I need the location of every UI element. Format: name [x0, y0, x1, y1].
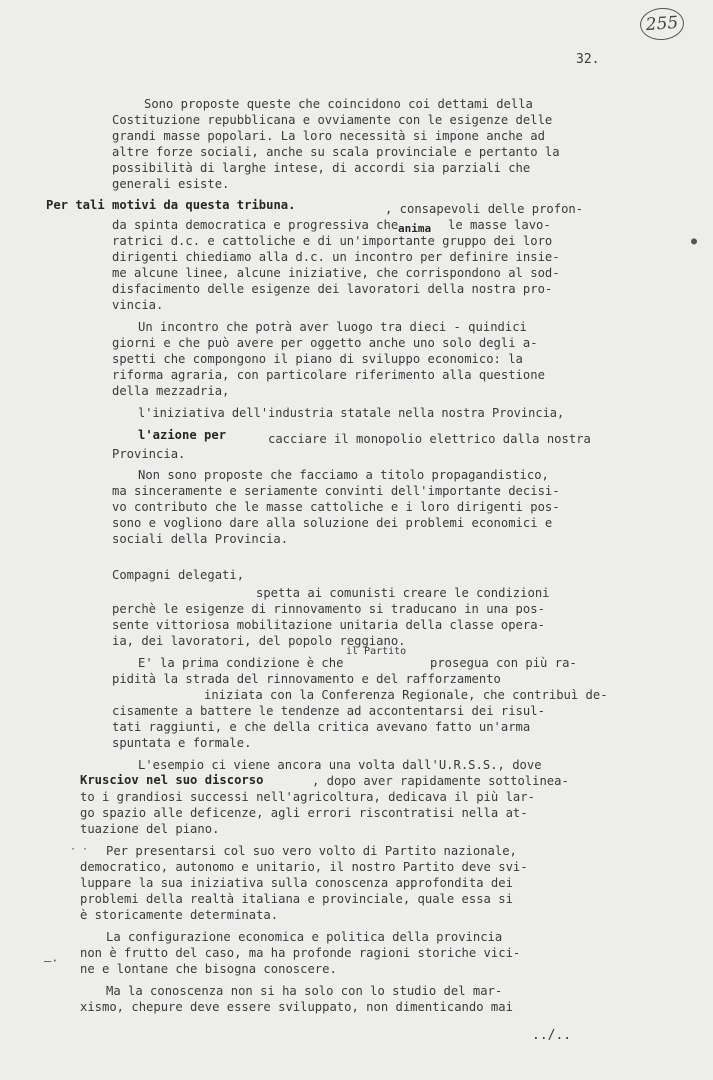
text-line: tati raggiunti, e che della critica avevano fatto un'arma [112, 720, 531, 734]
text-line: disfacimento delle esigenze dei lavoratori della nostra pro- [112, 282, 553, 296]
text-line: problemi della realtà italiana e provinciale, quale essa si [80, 892, 513, 906]
continuation-mark: ../.. [532, 1028, 572, 1043]
text-line: spetti che compongono il piano di sviluppo economico: la [112, 352, 523, 366]
text-line: ne e lontane che bisogna conoscere. [80, 962, 337, 976]
text-line: Un incontro che potrà aver luogo tra dieci - quindici [138, 320, 527, 334]
inserted-word: il Partito [346, 646, 407, 657]
inserted-lead: Krusciov nel suo discorso [80, 773, 264, 787]
text-line: giorni e che può avere per oggetto anche uno solo degli a- [112, 336, 538, 350]
text-line: Per presentarsi col suo vero volto di Partito nazionale, [106, 844, 517, 858]
text-line: Non sono proposte che facciamo a titolo propagandistico, [138, 468, 549, 482]
text-line: sociali della Provincia. [112, 532, 289, 546]
text-line: vo contributo che le masse cattoliche e i loro dirigenti pos- [112, 500, 560, 514]
text-line: prosegua con più ra- [430, 656, 577, 670]
text-line: tuazione del piano. [80, 822, 220, 836]
text-line: L'esempio ci viene ancora una volta dall'U.R.S.S., dove [138, 758, 542, 772]
inserted-lead: l'azione per [138, 428, 227, 442]
text-line: è storicamente determinata. [80, 908, 279, 922]
margin-dash-mark: · · [70, 844, 89, 855]
text-line: ma sinceramente e seriamente convinti dell'importante decisi- [112, 484, 560, 498]
text-line: cacciare il monopolio elettrico dalla nostra [268, 432, 591, 446]
list-item: l'iniziativa dell'industria statale nella nostra Provincia, [138, 406, 565, 420]
text-line: La configurazione economica e politica della provincia [106, 930, 503, 944]
text-line: Costituzione repubblicana e ovviamente con le esigenze delle [112, 113, 553, 127]
margin-dash-mark: —· [44, 954, 59, 968]
margin-dot-mark: ● [691, 236, 698, 247]
text-line: go spazio alle deficenze, agli errori riscontratisi nella at- [80, 806, 528, 820]
salutation: Compagni delegati, [112, 568, 245, 582]
text-line: grandi masse popolari. La loro necessità si impone anche ad [112, 129, 545, 143]
text-line: ia, dei lavoratori, del popolo reggiano. [112, 634, 406, 648]
text-line: iniziata con la Conferenza Regionale, che contribuì de- [204, 688, 608, 702]
text-line: Sono proposte queste che coincidono coi dettami della [144, 97, 533, 111]
text-line: possibilità di larghe intese, di accordi sia parziali che [112, 161, 531, 175]
text-line: sono e vogliono dare alla soluzione dei problemi economici e [112, 516, 553, 530]
text-line: , dopo aver rapidamente sottolinea- [312, 774, 569, 788]
text-line: xismo, chepure deve essere sviluppato, non dimenticando mai [80, 1000, 513, 1014]
text-line: generali esiste. [112, 177, 230, 191]
text-line: da spinta democratica e progressiva che [112, 218, 399, 232]
text-line: to i grandiosi successi nell'agricoltura, dedicava il più lar- [80, 790, 535, 804]
inserted-word: anima [398, 222, 432, 235]
inserted-lead: Per tali motivi da questa tribuna. [46, 198, 296, 212]
text-line: spuntata e formale. [112, 736, 252, 750]
text-line: E' la prima condizione è che [138, 656, 344, 670]
text-line: luppare la sua iniziativa sulla conoscenza approfondita dei [80, 876, 513, 890]
text-line: , consapevoli delle profon- [385, 202, 584, 216]
text-line: cisamente a battere le tendenze ad accontentarsi dei risul- [112, 704, 545, 718]
text-line: ratrici d.c. e cattoliche e di un'importante gruppo dei loro [112, 234, 553, 248]
text-line: vincia. [112, 298, 164, 312]
text-line: Provincia. [112, 447, 186, 461]
text-line: sente vittoriosa mobilitazione unitaria della classe opera- [112, 618, 545, 632]
page-number: 32. [576, 52, 600, 67]
text-line: perchè le esigenze di rinnovamento si traducano in una pos- [112, 602, 545, 616]
text-line: le masse lavo- [448, 218, 551, 232]
text-line: pidità la strada del rinnovamento e del rafforzamento [112, 672, 501, 686]
text-line: altre forze sociali, anche su scala provinciale e pertanto la [112, 145, 560, 159]
archive-page-stamp: 255 [639, 7, 685, 42]
text-line: Ma la conoscenza non si ha solo con lo studio del mar- [106, 984, 503, 998]
text-line: spetta ai comunisti creare le condizioni [256, 586, 550, 600]
text-line: della mezzadria, [112, 384, 230, 398]
text-line: me alcune linee, alcune iniziative, che corrispondono al sod- [112, 266, 560, 280]
text-line: riforma agraria, con particolare riferimento alla questione [112, 368, 545, 382]
text-line: dirigenti chiediamo alla d.c. un incontro per definire insie- [112, 250, 560, 264]
text-line: democratico, autonomo e unitario, il nostro Partito deve svi- [80, 860, 528, 874]
text-line: non è frutto del caso, ma ha profonde ragioni storiche vici- [80, 946, 521, 960]
